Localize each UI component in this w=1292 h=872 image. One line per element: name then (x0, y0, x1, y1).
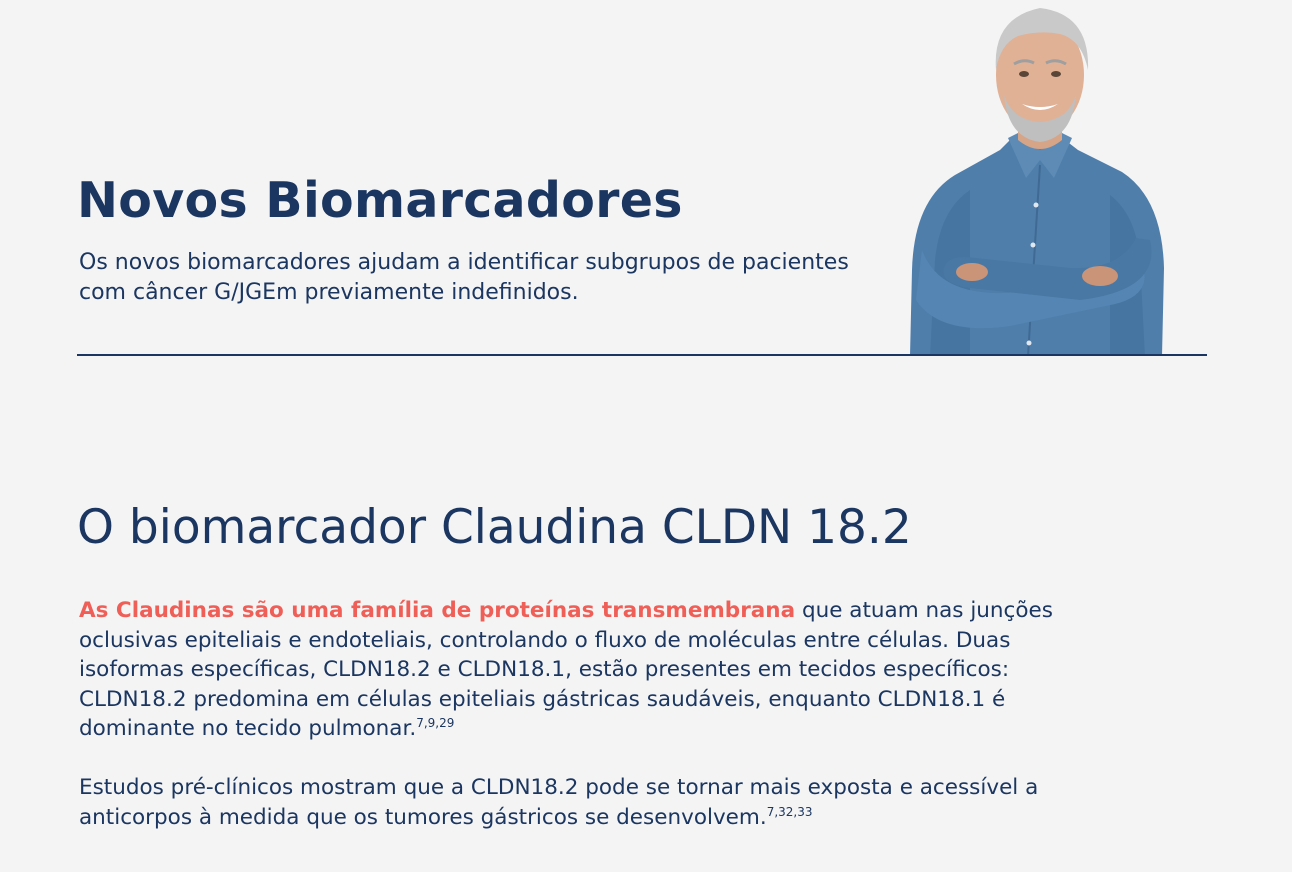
preclinical-body-text: Estudos pré-clínicos mostram que a CLDN18.2 pode se tornar mais exposta e acessível a anticorpos à medida que os tumores gástricos se desenvolvem. (79, 775, 1039, 830)
claudin-paragraph (79, 596, 1054, 744)
preclinical-references: 7,32,33 (766, 804, 813, 819)
section-title: O biomarcador Claudina CLDN 18.2 (77, 500, 912, 555)
claudin-references: 7,9,29 (416, 715, 455, 730)
hero-title: Novos Biomarcadores (77, 172, 683, 229)
claudin-highlight-text: As Claudinas são uma família de proteínas transmembrana (79, 598, 796, 623)
hero-subtitle (79, 248, 879, 308)
section-divider (77, 354, 1207, 356)
preclinical-paragraph (79, 773, 1054, 832)
claudin-body-text: que atuam nas junções oclusivas epiteliais e endoteliais, controlando o fluxo de moléculas entre células. Duas isoformas específicas, CLDN18.2 e CLDN18.1, estão presentes em tecidos específicos: CLDN18.2 predomina em células epiteliais gástricas saudáveis, enquanto CLDN18.1 é dominante no tecido pulmonar. (79, 598, 1053, 741)
doctor-portrait-image (900, 0, 1175, 356)
hero-subtitle-line1: Os novos biomarcadores ajudam a identificar subgrupos de pacientes (79, 250, 849, 275)
hero-subtitle-line2: com câncer G/JGEm previamente indefinidos. (79, 280, 579, 305)
